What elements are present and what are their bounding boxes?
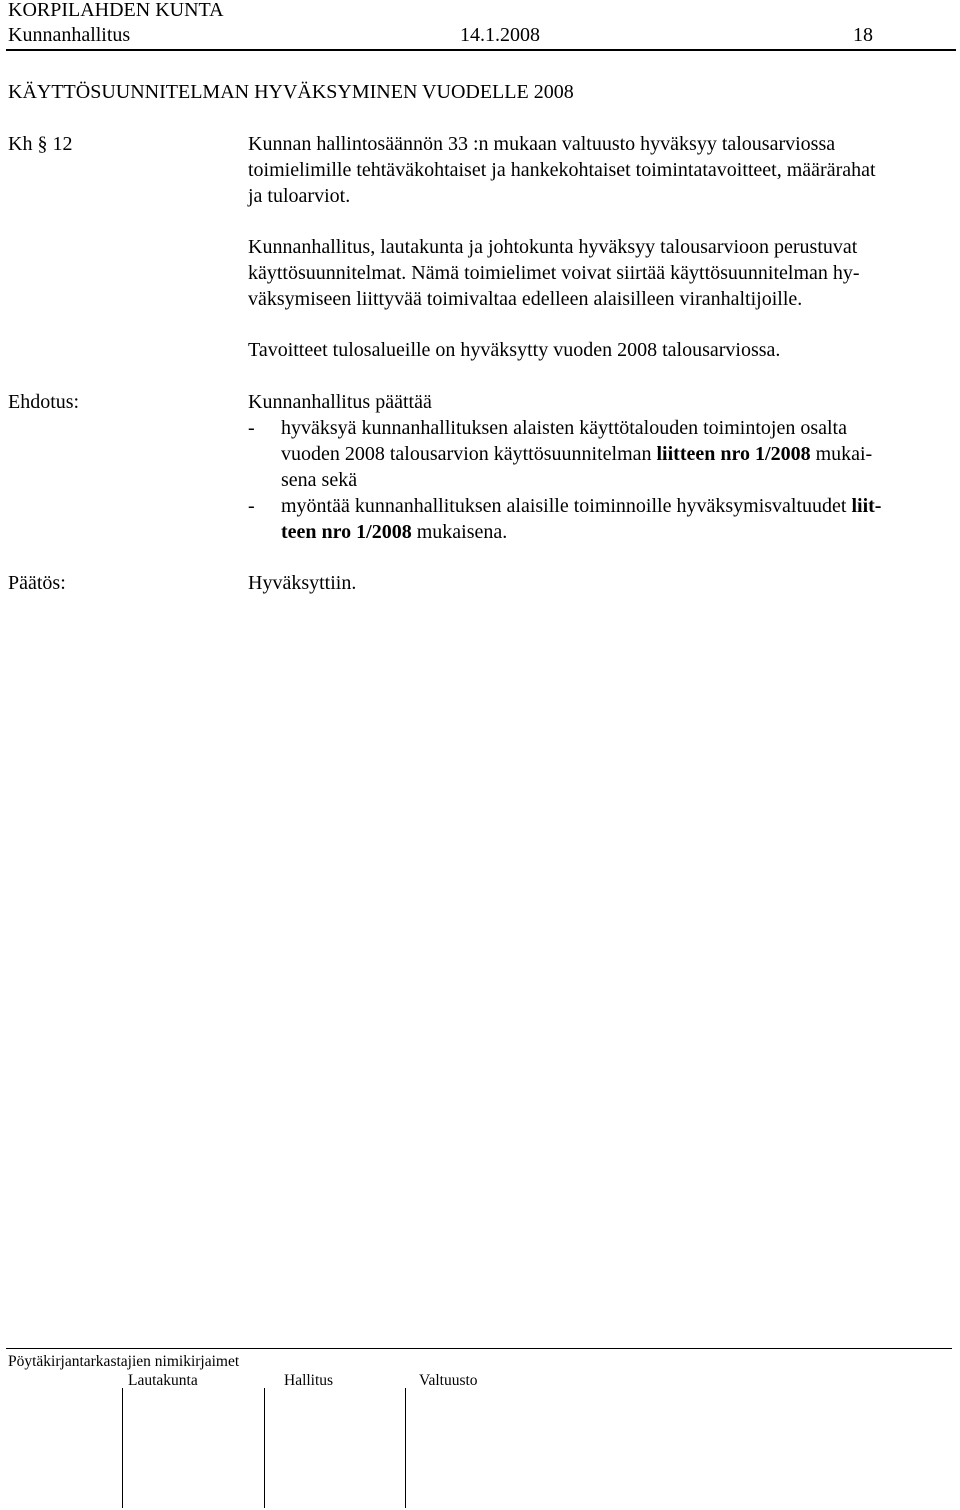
case-reference xyxy=(8,131,72,157)
para2-line3: väksymiseen liittyvää toimivaltaa edelleen alaisilleen viranhaltijoille. xyxy=(248,288,803,310)
para1-line1: Kunnan hallintosäännön 33 :n mukaan valtuusto hyväksyy talousarviossa xyxy=(248,133,836,155)
page-number: 18 xyxy=(853,24,873,46)
section-symbol: § xyxy=(37,133,48,155)
case-label: Kh xyxy=(8,133,33,155)
proposal-item2-tail: mukaisena. xyxy=(411,521,508,543)
body-name: Kunnanhallitus xyxy=(8,24,131,46)
proposal-item1-text: vuoden 2008 talousarvion käyttösuunnitelman xyxy=(281,443,657,465)
attachment-reference: liit- xyxy=(851,495,882,517)
proposal-item2-dash: - xyxy=(248,495,255,517)
meeting-date: 14.1.2008 xyxy=(460,24,540,46)
proposal-item2-text: myöntää kunnanhallituksen alaisille toiminnoille hyväksymisvaltuudet xyxy=(281,495,852,517)
proposal-item2-line1 xyxy=(281,493,881,519)
signatures-label: Pöytäkirjantarkastajien nimikirjaimet xyxy=(8,1353,240,1370)
para1-line2: toimielimille tehtäväkohtaiset ja hankekohtaiset toimintatavoitteet, määrärahat xyxy=(248,159,876,181)
para3: Tavoitteet tulosalueille on hyväksytty vuoden 2008 talousarviossa. xyxy=(248,339,781,361)
proposal-item1-line3: sena sekä xyxy=(281,469,358,491)
proposal-item1-dash: - xyxy=(248,417,255,439)
signature-column-lautakunta: Lautakunta xyxy=(128,1372,198,1389)
decision-text: Hyväksyttiin. xyxy=(248,572,357,594)
case-number: 12 xyxy=(52,133,73,155)
proposal-item1-tail: mukai- xyxy=(810,443,873,465)
proposal-item2-line2 xyxy=(281,519,507,545)
section-title: KÄYTTÖSUUNNITELMAN HYVÄKSYMINEN VUODELLE 2008 xyxy=(8,81,574,103)
attachment-reference: liitteen nro 1/2008 xyxy=(656,443,811,465)
proposal-label: Ehdotus: xyxy=(8,391,80,413)
para1-line3: ja tuloarviot. xyxy=(248,185,351,207)
signature-divider-3 xyxy=(405,1388,406,1508)
signature-divider-2 xyxy=(264,1388,265,1508)
signature-column-hallitus: Hallitus xyxy=(284,1372,334,1389)
signature-column-valtuusto: Valtuusto xyxy=(419,1372,478,1389)
footer-rule xyxy=(6,1348,952,1349)
para2-line2: käyttösuunnitelmat. Nämä toimielimet voivat siirtää käyttösuunnitelman hy- xyxy=(248,262,860,284)
decision-label: Päätös: xyxy=(8,572,66,594)
attachment-reference: teen nro 1/2008 xyxy=(281,521,412,543)
header-rule xyxy=(6,49,956,51)
organization-name: KORPILAHDEN KUNTA xyxy=(8,0,224,21)
proposal-item1-line1: hyväksyä kunnanhallituksen alaisten käyttötalouden toimintojen osalta xyxy=(281,417,847,439)
signature-divider-1 xyxy=(122,1388,123,1508)
proposal-item1-line2 xyxy=(281,441,872,467)
proposal-intro: Kunnanhallitus päättää xyxy=(248,391,432,413)
para2-line1: Kunnanhallitus, lautakunta ja johtokunta hyväksyy talousarvioon perustuvat xyxy=(248,236,858,258)
